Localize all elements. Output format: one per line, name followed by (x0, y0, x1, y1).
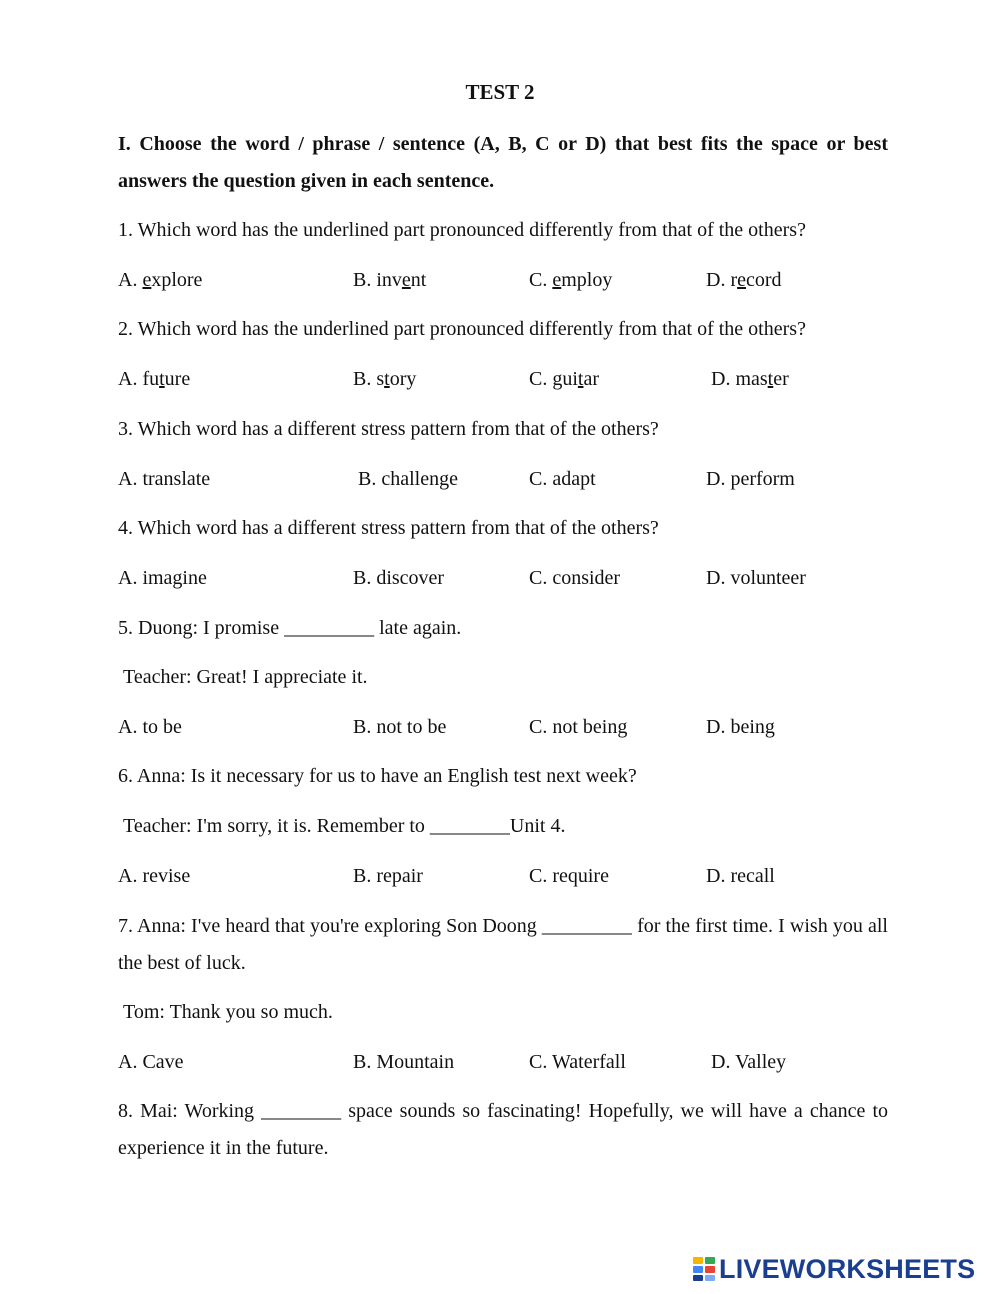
question-3: 3. Which word has a different stress pattern from that of the others? (118, 418, 659, 440)
q5-option-a: A. to be (118, 716, 182, 738)
q1-option-c: C. employ (529, 269, 613, 291)
q2-option-a: A. future (118, 368, 191, 390)
brand-name: LIVEWORKSHEETS (719, 1253, 976, 1284)
q1-option-a: A. explore (118, 269, 203, 291)
question-4: 4. Which word has a different stress pattern from that of the others? (118, 517, 659, 539)
q2-option-c: C. guitar (529, 368, 600, 390)
q3-option-a: A. translate (118, 468, 211, 490)
q6-reply: Teacher: I'm sorry, it is. Remember to ________Unit 4. (123, 815, 566, 837)
q4-option-a: A. imagine (118, 567, 207, 589)
q3-option-b: B. challenge (358, 468, 458, 490)
q6-option-a: A. revise (118, 865, 191, 887)
q2-option-d: D. master (711, 368, 789, 390)
section-instruction: I. Choose the word / phrase / sentence (A, B, C or D) that best fits the space or best answers the question given in each sentence. (118, 133, 888, 192)
q1-option-d: D. record (706, 269, 782, 291)
question-2: 2. Which word has the underlined part pronounced differently from that of the others? (118, 318, 806, 340)
q6-option-d: D. recall (706, 865, 775, 887)
question-7: 7. Anna: I've heard that you're exploring Son Doong _________ for the first time. I wish you all the best of luck. (118, 915, 888, 974)
q6-option-c: C. require (529, 865, 609, 887)
q3-option-d: D. perform (706, 468, 795, 490)
q4-option-b: B. discover (353, 567, 445, 589)
q5-option-d: D. being (706, 716, 775, 738)
test-title: TEST 2 (465, 80, 535, 104)
q2-option-b: B. story (353, 368, 417, 390)
q5-option-c: C. not being (529, 716, 628, 738)
q7-reply: Tom: Thank you so much. (123, 1001, 333, 1023)
q4-option-c: C. consider (529, 567, 621, 589)
liveworksheets-logo-icon (692, 1256, 716, 1282)
q6-option-b: B. repair (353, 865, 423, 887)
q7-option-b: B. Mountain (353, 1051, 455, 1073)
q7-option-a: A. Cave (118, 1051, 184, 1073)
q3-option-c: C. adapt (529, 468, 596, 490)
liveworksheets-logo (692, 1252, 975, 1286)
q7-option-c: C. Waterfall (529, 1051, 626, 1073)
q1-option-b: B. invent (353, 269, 427, 291)
q5-option-b: B. not to be (353, 716, 447, 738)
q5-reply: Teacher: Great! I appreciate it. (123, 666, 368, 688)
q4-option-d: D. volunteer (706, 567, 806, 589)
q7-option-d: D. Valley (711, 1051, 787, 1073)
question-1: 1. Which word has the underlined part pronounced differently from that of the others? (118, 219, 806, 241)
question-6: 6. Anna: Is it necessary for us to have an English test next week? (118, 765, 637, 787)
question-5: 5. Duong: I promise _________ late again. (118, 617, 462, 639)
question-8: 8. Mai: Working ________ space sounds so fascinating! Hopefully, we will have a chance to experience it in the future. (118, 1100, 888, 1159)
